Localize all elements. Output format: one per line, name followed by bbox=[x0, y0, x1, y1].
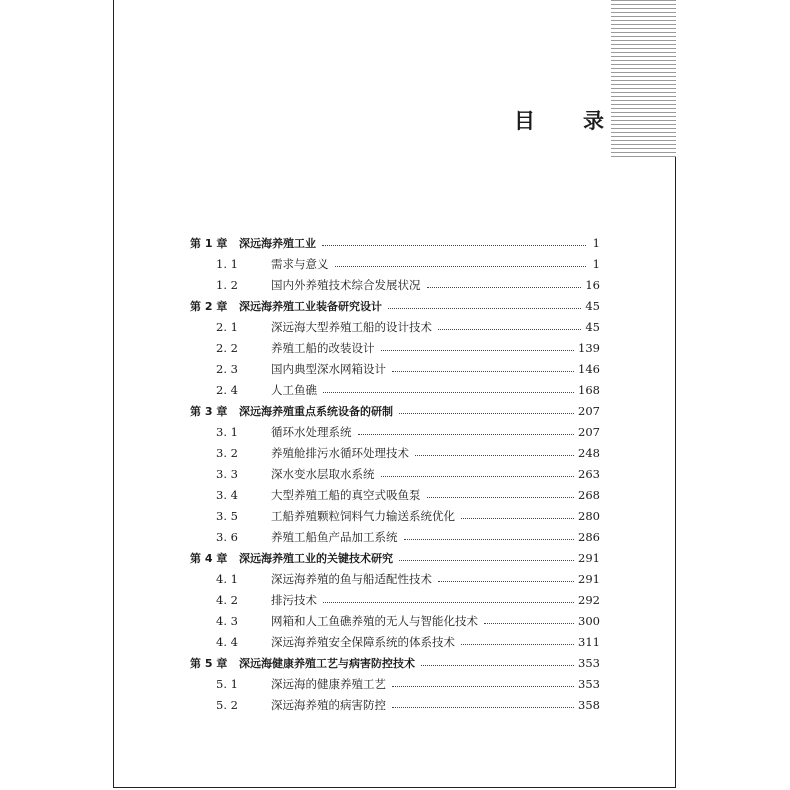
toc-section-row[interactable] bbox=[190, 526, 600, 547]
toc-section-row[interactable] bbox=[190, 463, 600, 484]
toc-leader-dots bbox=[381, 350, 575, 351]
toc-entry-number: 4. 2 bbox=[216, 592, 238, 607]
toc-entry-title: 深远海的健康养殖工艺 bbox=[271, 676, 386, 691]
toc-chapter-row[interactable] bbox=[190, 232, 600, 253]
toc-section-row[interactable] bbox=[190, 253, 600, 274]
toc-page-number: 291 bbox=[578, 571, 600, 586]
toc-page-number: 268 bbox=[578, 487, 600, 502]
toc-section-row[interactable] bbox=[190, 505, 600, 526]
toc-leader-dots bbox=[404, 539, 575, 540]
toc-entry-number: 2. 2 bbox=[216, 340, 238, 355]
toc-entry-title: 循环水处理系统 bbox=[271, 424, 352, 439]
toc-chapter-row[interactable] bbox=[190, 295, 600, 316]
toc-entry-number: 3. 2 bbox=[216, 445, 238, 460]
toc-entry-title: 国内外养殖技术综合发展状况 bbox=[271, 277, 421, 292]
toc-page-number: 353 bbox=[578, 655, 600, 670]
toc-section-row[interactable] bbox=[190, 337, 600, 358]
toc-page-number: 1 bbox=[592, 256, 600, 271]
toc-entry-title: 养殖舱排污水循环处理技术 bbox=[271, 445, 409, 460]
toc-entry-title: 深远海养殖重点系统设备的研制 bbox=[239, 404, 393, 418]
toc-leader-dots bbox=[322, 245, 586, 246]
toc-entry-number: 2. 3 bbox=[216, 361, 238, 376]
toc-leader-dots bbox=[438, 329, 581, 330]
toc-chapter-row[interactable] bbox=[190, 652, 600, 673]
toc-page-number: 45 bbox=[585, 319, 600, 334]
toc-entry-title: 深远海养殖安全保障系统的体系技术 bbox=[271, 634, 455, 649]
toc-page-number: 139 bbox=[578, 340, 600, 355]
toc-section-row[interactable] bbox=[190, 358, 600, 379]
toc-page-number: 248 bbox=[578, 445, 600, 460]
toc-page-number: 1 bbox=[592, 235, 600, 250]
toc-entry-title: 养殖工船的改装设计 bbox=[271, 340, 375, 355]
toc-section-row[interactable] bbox=[190, 442, 600, 463]
toc-entry-title: 深远海养殖工业的关键技术研究 bbox=[239, 551, 393, 565]
toc-page-number: 263 bbox=[578, 466, 600, 481]
toc-page-number: 300 bbox=[578, 613, 600, 628]
toc-leader-dots bbox=[392, 371, 574, 372]
toc-leader-dots bbox=[358, 434, 575, 435]
toc-entry-title: 国内典型深水网箱设计 bbox=[271, 361, 386, 376]
toc-entry-title: 需求与意义 bbox=[271, 256, 329, 271]
toc-leader-dots bbox=[388, 308, 581, 309]
toc-entry-title: 大型养殖工船的真空式吸鱼泵 bbox=[271, 487, 421, 502]
toc-page-number: 286 bbox=[578, 529, 600, 544]
toc-entry-number: 第 3 章 bbox=[190, 404, 228, 418]
toc-leader-dots bbox=[392, 686, 574, 687]
toc-entry-number: 2. 4 bbox=[216, 382, 238, 397]
toc-leader-dots bbox=[415, 455, 574, 456]
toc-leader-dots bbox=[438, 581, 574, 582]
toc-entry-number: 1. 2 bbox=[216, 277, 238, 292]
toc-entry-title: 排污技术 bbox=[271, 592, 317, 607]
toc-leader-dots bbox=[461, 518, 574, 519]
toc-leader-dots bbox=[427, 497, 575, 498]
toc-entry-title: 深远海大型养殖工船的设计技术 bbox=[271, 319, 432, 334]
page-title-char-1: 目 bbox=[514, 109, 535, 133]
toc-page-number: 207 bbox=[578, 403, 600, 418]
toc-section-row[interactable] bbox=[190, 673, 600, 694]
toc-section-row[interactable] bbox=[190, 589, 600, 610]
toc-entry-title: 人工鱼礁 bbox=[271, 382, 317, 397]
toc-entry-number: 4. 1 bbox=[216, 571, 238, 586]
toc-entry-number: 4. 4 bbox=[216, 634, 238, 649]
toc-page-number: 358 bbox=[578, 697, 600, 712]
toc-entry-title: 工船养殖颗粒饲料气力输送系统优化 bbox=[271, 508, 455, 523]
toc-page-number: 207 bbox=[578, 424, 600, 439]
toc-entry-number: 第 2 章 bbox=[190, 299, 228, 313]
toc-entry-number: 第 5 章 bbox=[190, 656, 228, 670]
toc-section-row[interactable] bbox=[190, 274, 600, 295]
toc-entry-number: 5. 2 bbox=[216, 697, 238, 712]
page-title bbox=[514, 105, 604, 135]
toc-leader-dots bbox=[335, 266, 587, 267]
toc-entry-title: 深远海养殖工业装备研究设计 bbox=[239, 299, 382, 313]
toc-section-row[interactable] bbox=[190, 421, 600, 442]
toc-chapter-row[interactable] bbox=[190, 547, 600, 568]
toc-page-number: 280 bbox=[578, 508, 600, 523]
toc-section-row[interactable] bbox=[190, 694, 600, 715]
toc-chapter-row[interactable] bbox=[190, 400, 600, 421]
toc-entry-title: 深远海养殖的鱼与船适配性技术 bbox=[271, 571, 432, 586]
toc-entry-title: 深水变水层取水系统 bbox=[271, 466, 375, 481]
toc-page-number: 291 bbox=[578, 550, 600, 565]
toc-leader-dots bbox=[392, 707, 574, 708]
table-of-contents bbox=[190, 232, 600, 715]
toc-entry-number: 3. 5 bbox=[216, 508, 238, 523]
toc-entry-title: 深远海养殖的病害防控 bbox=[271, 697, 386, 712]
toc-leader-dots bbox=[323, 392, 574, 393]
decorative-stripes bbox=[611, 0, 676, 157]
toc-leader-dots bbox=[484, 623, 574, 624]
toc-entry-number: 第 1 章 bbox=[190, 236, 228, 250]
toc-leader-dots bbox=[323, 602, 574, 603]
toc-entry-title: 养殖工船鱼产品加工系统 bbox=[271, 529, 398, 544]
toc-entry-number: 5. 1 bbox=[216, 676, 238, 691]
toc-section-row[interactable] bbox=[190, 610, 600, 631]
toc-page-number: 311 bbox=[578, 634, 600, 649]
toc-section-row[interactable] bbox=[190, 379, 600, 400]
toc-section-row[interactable] bbox=[190, 631, 600, 652]
toc-entry-number: 3. 3 bbox=[216, 466, 238, 481]
toc-page-number: 292 bbox=[578, 592, 600, 607]
toc-page-number: 16 bbox=[585, 277, 600, 292]
toc-entry-number: 3. 1 bbox=[216, 424, 238, 439]
toc-section-row[interactable] bbox=[190, 316, 600, 337]
toc-leader-dots bbox=[399, 413, 574, 414]
toc-entry-title: 网箱和人工鱼礁养殖的无人与智能化技术 bbox=[271, 613, 478, 628]
toc-entry-title: 深远海健康养殖工艺与病害防控技术 bbox=[239, 656, 415, 670]
toc-entry-number: 3. 4 bbox=[216, 487, 238, 502]
toc-leader-dots bbox=[427, 287, 582, 288]
toc-leader-dots bbox=[421, 665, 574, 666]
toc-page-number: 353 bbox=[578, 676, 600, 691]
toc-section-row[interactable] bbox=[190, 568, 600, 589]
toc-leader-dots bbox=[461, 644, 574, 645]
toc-entry-number: 第 4 章 bbox=[190, 551, 228, 565]
toc-entry-title: 深远海养殖工业 bbox=[239, 236, 316, 250]
toc-page-number: 45 bbox=[585, 298, 600, 313]
toc-leader-dots bbox=[399, 560, 574, 561]
toc-entry-number: 3. 6 bbox=[216, 529, 238, 544]
toc-leader-dots bbox=[381, 476, 575, 477]
toc-page-number: 146 bbox=[578, 361, 600, 376]
page-title-char-2: 录 bbox=[583, 109, 604, 133]
toc-section-row[interactable] bbox=[190, 484, 600, 505]
toc-entry-number: 1. 1 bbox=[216, 256, 238, 271]
toc-entry-number: 2. 1 bbox=[216, 319, 238, 334]
toc-entry-number: 4. 3 bbox=[216, 613, 238, 628]
toc-page-number: 168 bbox=[578, 382, 600, 397]
